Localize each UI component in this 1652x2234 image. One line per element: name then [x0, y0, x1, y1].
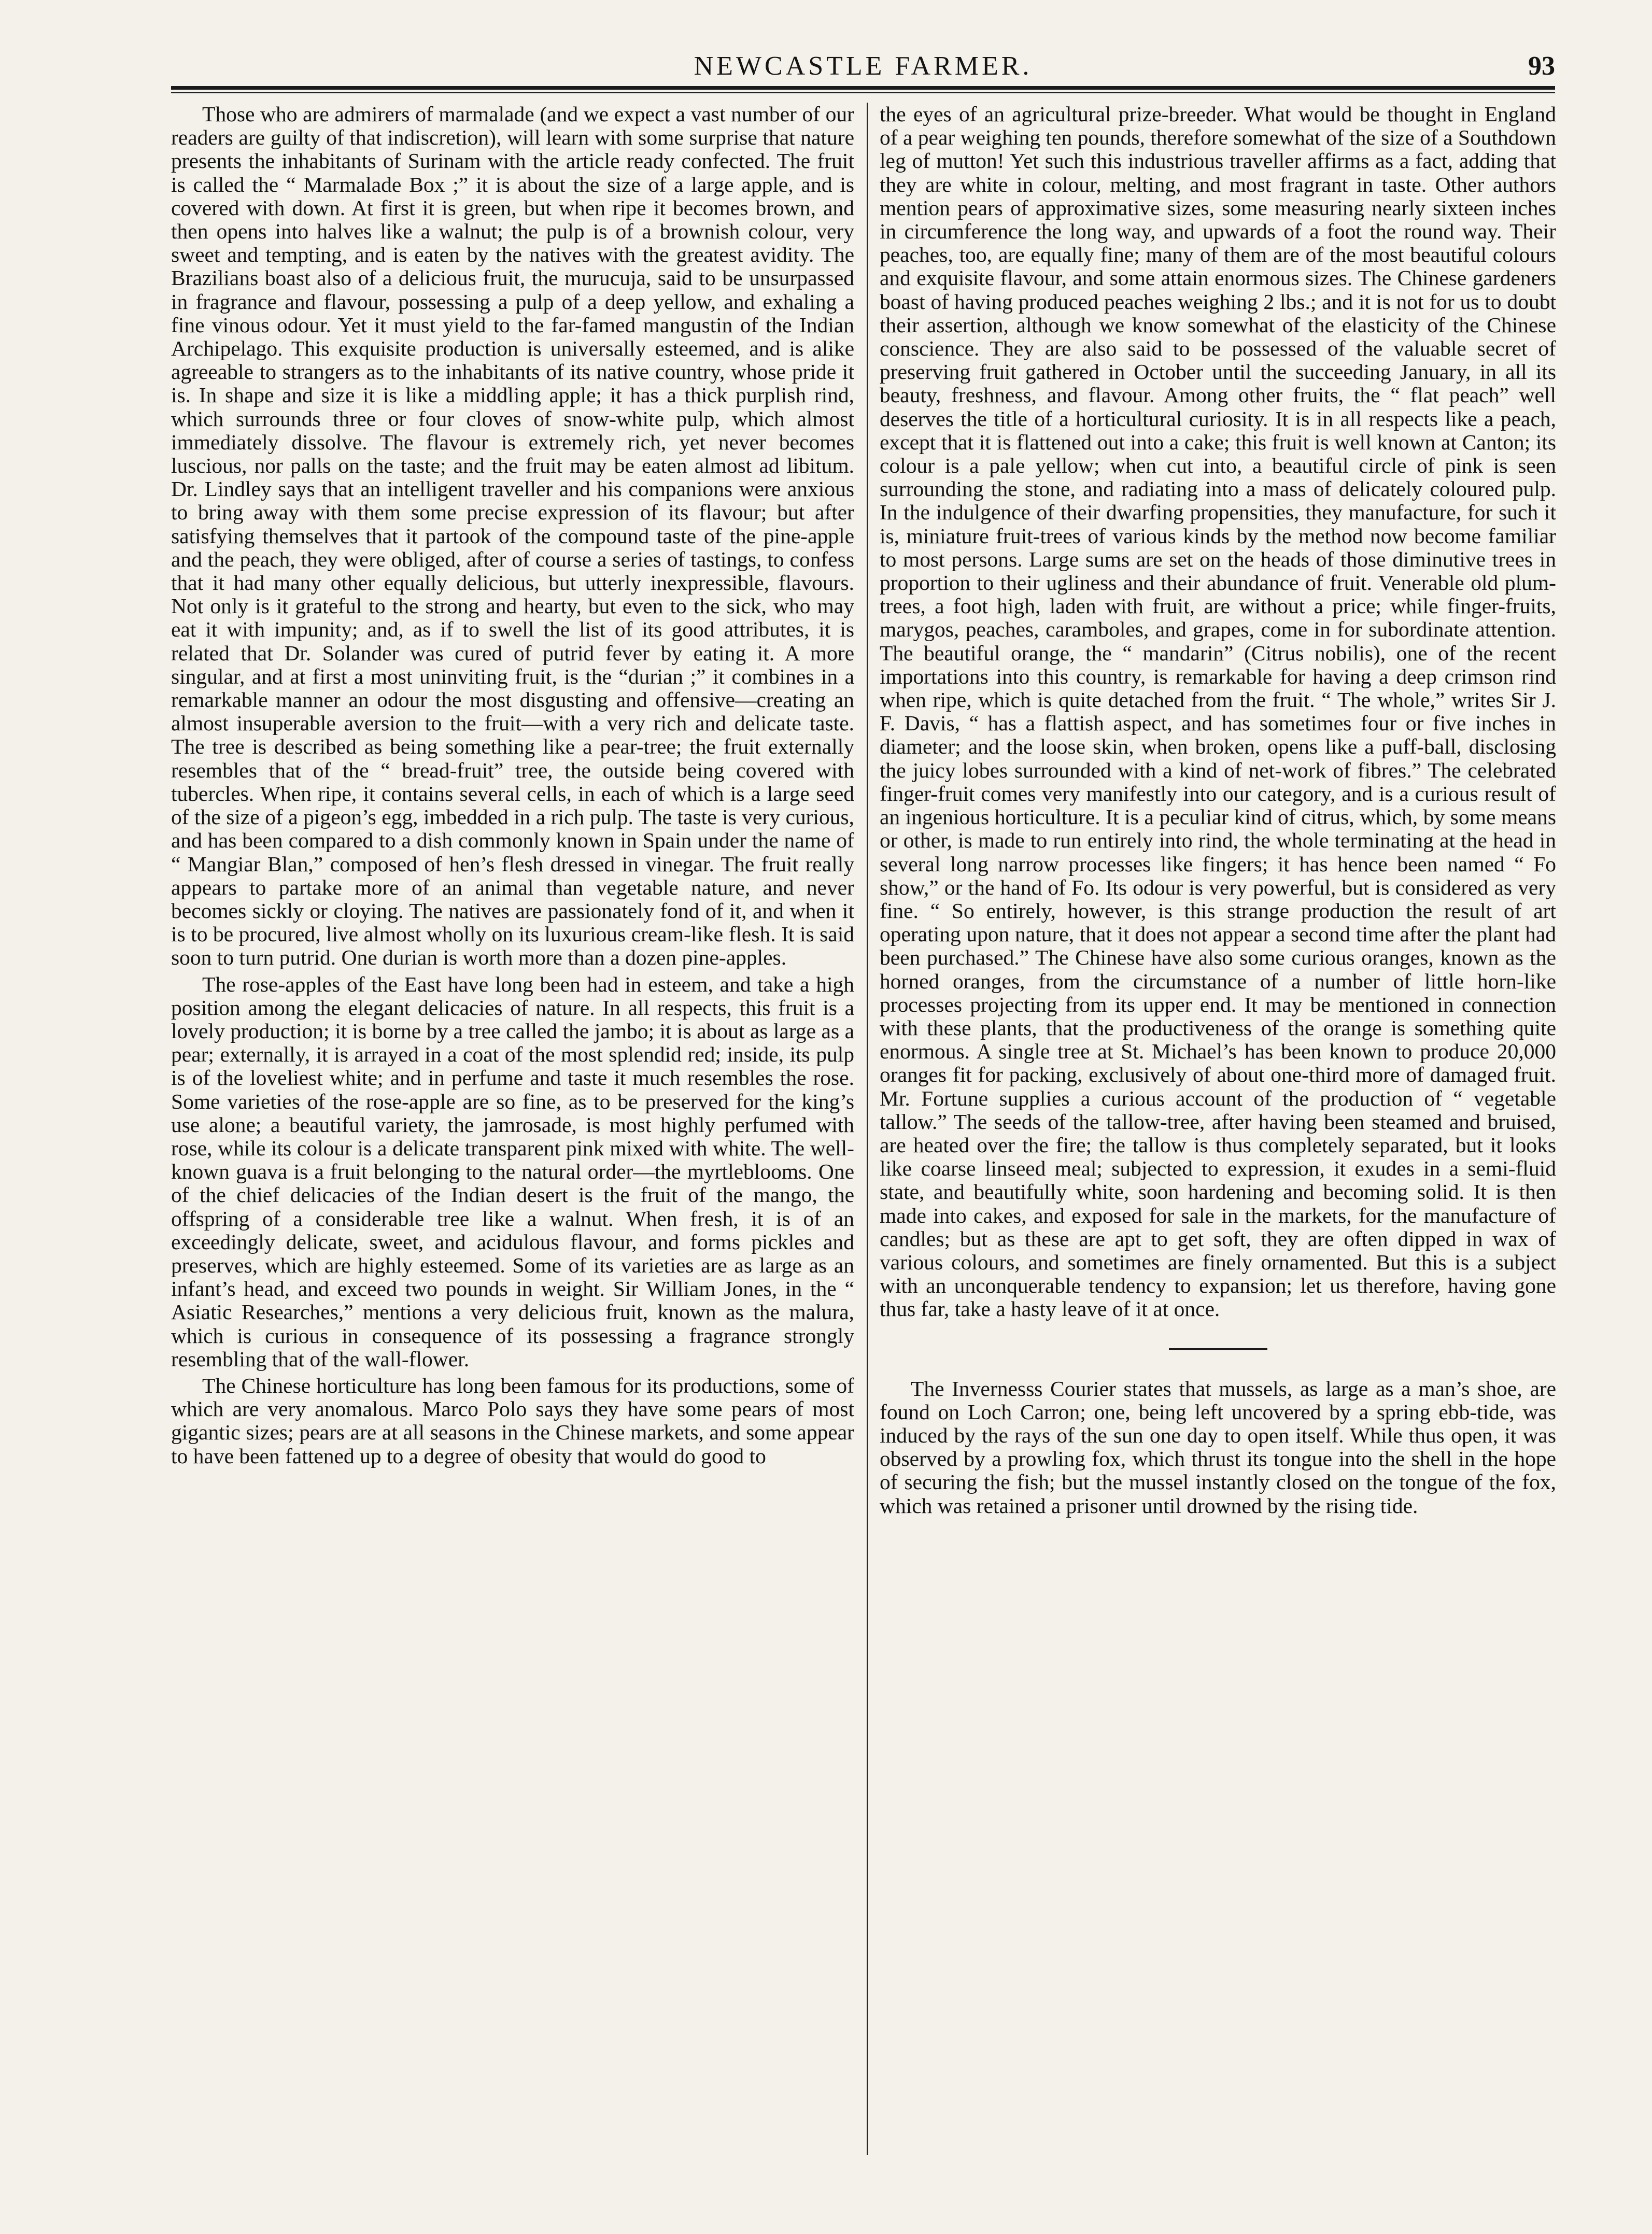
article-paragraph-rose-apples: The rose-apples of the East have long been had in esteem, and take a high position among the elegant delicacies of nature. In all respects, this fruit is a lovely production; it is borne by a tree called the jambo; it is about as large as a pear; externally, it is arrayed in a coat of the most splendid red; inside, its pulp is of the loveliest white; and in perfume and taste it much resembles the rose. Some varieties of the rose-apple are so fine, as to be preserved for the king’s use alone; a beautiful variety, the jamrosade, is most highly perfumed with rose, while its colour is a delicate transparent pink mixed with white. The well-known guava is a fruit belonging to the natural order—the myrtleblooms. One of the chief delicacies of the Indian desert is the fruit of the mango, the offspring of a considerable tree like a walnut. When fresh, it is of an exceedingly delicate, sweet, and acidulous flavour, and forms pickles and preserves, which are highly esteemed. Some of its varieties are as large as an infant’s head, and exceed two pounds in weight. Sir William Jones, in the “ Asiatic Researches,” mentions a very delicious fruit, known as the malura, which is curious in consequence of its possessing a fragrance strongly resembling that of the wall-flower.	[171, 972, 854, 1371]
article-paragraph-chinese-horticulture: The Chinese horticulture has long been famous for its productions, some of which are very anomalous. Marco Polo says they have some pears of most gigantic sizes; pears are at all seasons in the Chinese markets, and some appear to have been fattened up to a degree of obesity that would do good to	[171, 1373, 854, 1468]
column-divider	[867, 103, 868, 2155]
masthead-title: NEWCASTLE FARMER.	[694, 51, 1033, 81]
page-header	[171, 50, 1555, 86]
left-column	[171, 103, 854, 2166]
page-number: 93	[1528, 51, 1555, 81]
article-paragraph-marmalade: Those who are admirers of marmalade (and we expect a vast number of our readers are guilty of that indiscretion), will learn with some surprise that nature presents the inhabitants of Surinam with the article ready confected. The fruit is called the “ Marmalade Box ;” it is about the size of a large apple, and is covered with down. At first it is green, but when ripe it becomes brown, and then opens into halves like a walnut; the pulp is of a brownish colour, very sweet and tempting, and is eaten by the natives with the greatest avidity. The Brazilians boast also of a delicious fruit, the murucuja, said to be unsurpassed in fragrance and flavour, possessing a pulp of a deep yellow, and exhaling a fine vinous odour. Yet it must yield to the far-famed mangustin of the Indian Archipelago. This exquisite production is universally esteemed, and is alike agreeable to strangers as to the inhabitants of its native country, whose pride it is. In shape and size it is like a middling apple; it has a thick purplish rind, which surrounds three or four cloves of snow-white pulp, which almost immediately dissolve. The flavour is extremely rich, yet never becomes luscious, nor palls on the taste; and the fruit may be eaten almost ad libitum. Dr. Lindley says that an intelligent traveller and his companions were anxious to bring away with them some precise expression of its flavour; but after satisfying themselves that it partook of the compound taste of the pine-apple and the peach, they were obliged, after of course a series of tastings, to confess that it had many other equally delicious, but utterly inexpressible, flavours. Not only is it grateful to the strong and hearty, but even to the sick, who may eat it with impunity; and, as if to swell the list of its good attributes, it is related that Dr. Solander was cured of putrid fever by eating it. A more singular, and at first a most uninviting fruit, is the “durian ;” it combines in a remarkable manner an odour the most disgusting and offensive—creating an almost insuperable aversion to the fruit—with a very rich and delicate taste. The tree is described as being something like a pear-tree; the fruit externally resembles that of the “ bread-fruit” tree, the outside being covered with tubercles. When ripe, it contains several cells, in each of which is a large seed of the size of a pigeon’s egg, imbedded in a rich pulp. The taste is very curious, and has been compared to a dish commonly known in Spain under the name of “ Mangiar Blan,” composed of hen’s flesh dressed in vinegar. The fruit really appears to partake more of an animal than vegetable nature, and never becomes sickly or cloying. The natives are passionately fond of it, and when it is to be procured, live almost wholly on its luxurious cream-like flesh. It is said soon to turn putrid. One durian is worth more than a dozen pine-apples.	[171, 102, 854, 970]
header-rule-thin	[171, 92, 1555, 93]
right-column	[880, 103, 1556, 2166]
article-paragraph-mussels: The Invernesss Courier states that mussels, as large as a man’s shoe, are found on Loch Carron; one, being left uncovered by a spring ebb-tide, was induced by the rays of the sun one day to open itself. While thus open, it was observed by a prowling fox, which thrust its tongue into the shell in the hope of securing the fish; but the mussel instantly closed on the tongue of the fox, which was retained a prisoner until drowned by the rising tide.	[880, 1376, 1556, 1518]
article-separator	[1169, 1348, 1267, 1350]
header-rule	[171, 86, 1555, 90]
article-paragraph-continued: the eyes of an agricultural prize-breeder. What would be thought in England of a pear weighing ten pounds, therefore somewhat of the size of a Southdown leg of mutton! Yet such this industrious traveller affirms as a fact, adding that they are white in colour, melting, and most fragrant in taste. Other authors mention pears of approximative sizes, some measuring nearly sixteen inches in circumference the long way, and upwards of a foot the round way. Their peaches, too, are equally fine; many of them are of the most beautiful colours and exquisite flavour, and some attain enormous sizes. The Chinese gardeners boast of having produced peaches weighing 2 lbs.; and it is not for us to doubt their assertion, although we know somewhat of the elasticity of the Chinese conscience. They are also said to be possessed of the valuable secret of preserving fruit gathered in October until the succeeding January, in all its beauty, freshness, and flavour. Among other fruits, the “ flat peach” well deserves the title of a horticultural curiosity. It is in all respects like a peach, except that it is flattened out into a cake; this fruit is well known at Canton; its colour is a pale yellow; when cut into, a beautiful circle of pink is seen surrounding the stone, and radiating into a mass of delicately coloured pulp. In the indulgence of their dwarfing propensities, they manufacture, for such it is, miniature fruit-trees of various kinds by the method now become familiar to most persons. Large sums are set on the heads of those diminutive trees in proportion to their ugliness and their abundance of fruit. Venerable old plum-trees, a foot high, laden with fruit, are without a price; while finger-fruits, marygos, peaches, caramboles, and grapes, come in for subordinate attention. The beautiful orange, the “ mandarin” (Citrus nobilis), one of the recent importations into this country, is remarkable for having a deep crimson rind when ripe, which is quite detached from the fruit. “ The whole,” writes Sir J. F. Davis, “ has a flattish aspect, and has sometimes four or five inches in diameter; and the loose skin, when broken, opens like a puff-ball, disclosing the juicy lobes surrounded with a kind of net-work of fibres.” The celebrated finger-fruit comes very manifestly into our category, and is a curious result of an ingenious horticulture. It is a peculiar kind of citrus, which, by some means or other, is made to run entirely into rind, the whole terminating at the head in several long narrow processes like fingers; it has hence been named “ Fo show,” or the hand of Fo. Its odour is very powerful, but is considered as very fine. “ So entirely, however, is this strange production the result of art operating upon nature, that it does not appear a second time after the plant had been purchased.” The Chinese have also some curious oranges, known as the horned oranges, from the circumstance of a number of little horn-like processes projecting from its upper end. It may be mentioned in connection with these plants, that the productiveness of the orange is something quite enormous. A single tree at St. Michael’s has been known to produce 20,000 oranges fit for packing, exclusively of about one-third more of damaged fruit. Mr. Fortune supplies a curious account of the production of “ vegetable tallow.” The seeds of the tallow-tree, after having been steamed and bruised, are heated over the fire; the tallow is thus completely separated, but it looks like coarse linseed meal; subjected to expression, it exudes in a semi-fluid state, and beautifully white, soon hardening and becoming solid. It is then made into cakes, and exposed for sale in the markets, for the manufacture of candles; but as these are apt to get soft, they are often dipped in wax of various colours, and sometimes are finely ornamented. But this is a subject with an unconquerable tendency to expansion; let us therefore, having gone thus far, take a hasty leave of it at once.	[880, 102, 1556, 1321]
